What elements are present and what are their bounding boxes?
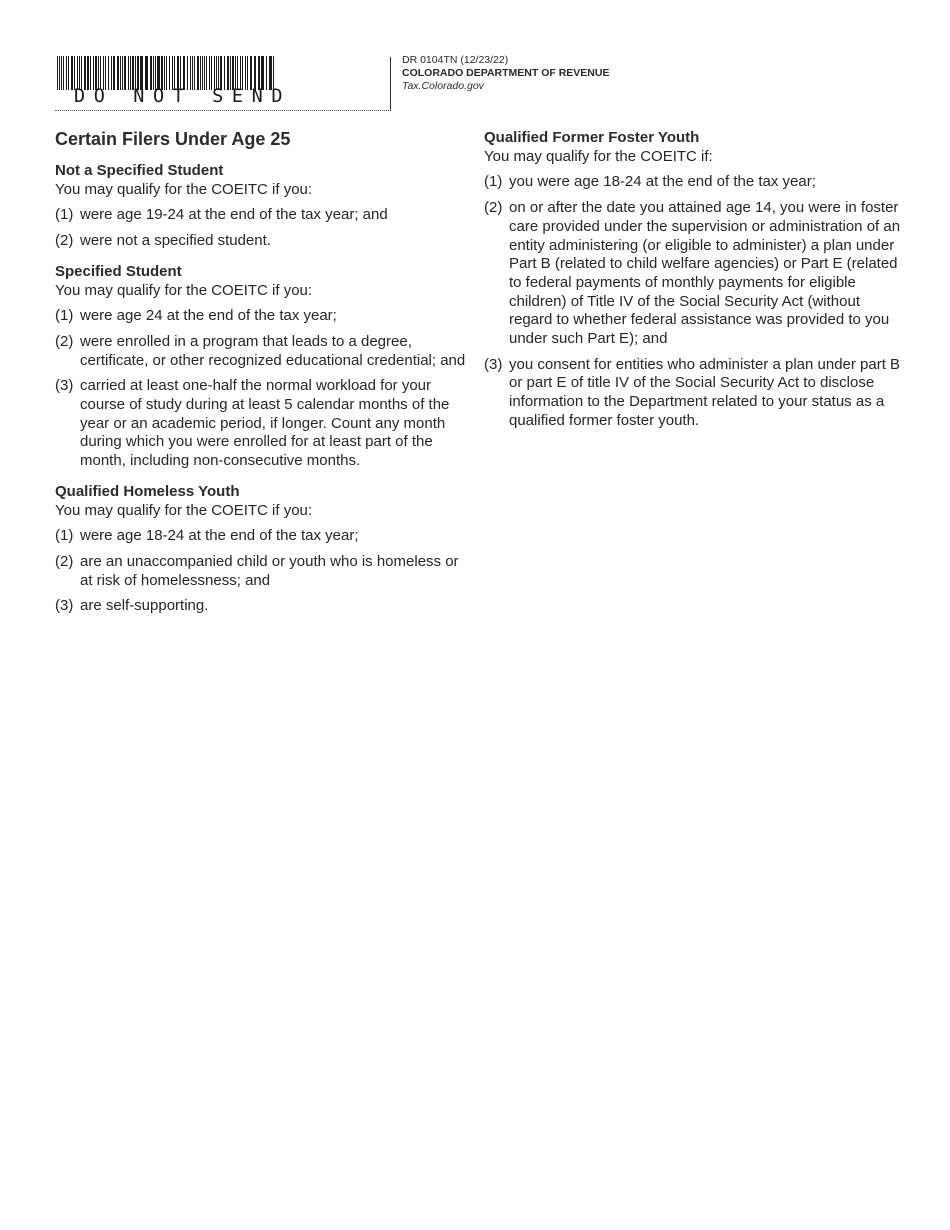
- item-text: you were age 18-24 at the end of the tax year;: [509, 173, 816, 191]
- item-text: were age 18-24 at the end of the tax year;: [80, 527, 359, 545]
- list-item: [55, 206, 475, 225]
- homeless-youth-section: [55, 483, 475, 616]
- item-number: (2): [484, 199, 503, 217]
- item-number: (2): [55, 232, 74, 250]
- subsection-heading: Not a Specified Student: [55, 162, 224, 179]
- item-number: (1): [55, 206, 74, 224]
- subsection-heading: Qualified Former Foster Youth: [484, 129, 700, 146]
- item-number: (2): [55, 332, 74, 350]
- barcode-underline: [55, 110, 391, 111]
- right-column: [484, 128, 904, 443]
- barcode-block: [55, 55, 391, 111]
- list-item: [484, 199, 904, 349]
- foster-youth-section: [484, 129, 904, 431]
- item-text: were enrolled in a program that leads to a degree, certificate, or other recognized educational credential; and: [80, 332, 466, 369]
- subsection-intro: You may qualify for the COEITC if you:: [55, 180, 313, 198]
- list-item: [55, 377, 475, 471]
- item-text: are an unaccompanied child or youth who is homeless or at risk of homelessness; and: [80, 552, 459, 589]
- item-text: are self-supporting.: [80, 597, 209, 615]
- website: Tax.Colorado.gov: [402, 80, 484, 92]
- list-item: [55, 553, 475, 590]
- not-specified-student-section: [55, 162, 475, 251]
- item-text: on or after the date you attained age 14, you were in foster care provided under the supervision or administration of an entity administering (or eligible to administer) a plan under Part B (related to child welfare agencies) or Part E (related to federal payments of monthly payments for eligible children) of Title IV of the Social Security Act (without regard to whether federal assistance was provided to you under such Part E); and: [509, 199, 901, 348]
- subsection-heading: Specified Student: [55, 262, 182, 280]
- list-item: [55, 333, 475, 370]
- list-item: [55, 527, 475, 546]
- item-number: (3): [55, 597, 74, 615]
- subsection-intro: You may qualify for the COEITC if:: [484, 147, 713, 165]
- left-column: [55, 128, 475, 628]
- header-info: [402, 54, 609, 93]
- subsection-intro: You may qualify for the COEITC if you:: [55, 501, 313, 519]
- department-name: COLORADO DEPARTMENT OF REVENUE: [402, 67, 610, 79]
- header-divider: [390, 57, 391, 111]
- item-text: were not a specified student.: [80, 232, 271, 250]
- subsection-intro: You may qualify for the COEITC if you:: [55, 281, 313, 299]
- item-number: (2): [55, 552, 74, 570]
- section-title: Certain Filers Under Age 25: [55, 129, 291, 149]
- item-number: (1): [484, 173, 503, 191]
- form-id: DR 0104TN (12/23/22): [402, 54, 509, 66]
- item-text: were age 24 at the end of the tax year;: [80, 307, 337, 325]
- list-item: [55, 597, 475, 616]
- list-item: [55, 232, 475, 251]
- list-item: [55, 307, 475, 326]
- item-text: were age 19-24 at the end of the tax year; and: [80, 206, 388, 224]
- list-item: [484, 173, 904, 192]
- item-text: carried at least one-half the normal workload for your course of study during at least 5 calendar months of the year or an academic period, if longer. Count any month during which you were enrolled for at least part of the month, including non-consecutive months.: [80, 377, 450, 470]
- subsection-heading: Qualified Homeless Youth: [55, 482, 240, 500]
- do-not-send-label: DO NOT SEND: [74, 86, 292, 107]
- item-text: you consent for entities who administer a plan under part B or part E of title IV of the Social Security Act to disclose information to the Department related to your status as a qualified former foster youth.: [509, 355, 901, 429]
- item-number: (3): [55, 377, 74, 395]
- barcode-image: [57, 56, 277, 90]
- specified-student-section: [55, 263, 475, 471]
- item-number: (1): [55, 527, 74, 545]
- item-number: (1): [55, 307, 74, 325]
- list-item: [484, 356, 904, 431]
- item-number: (3): [484, 355, 503, 373]
